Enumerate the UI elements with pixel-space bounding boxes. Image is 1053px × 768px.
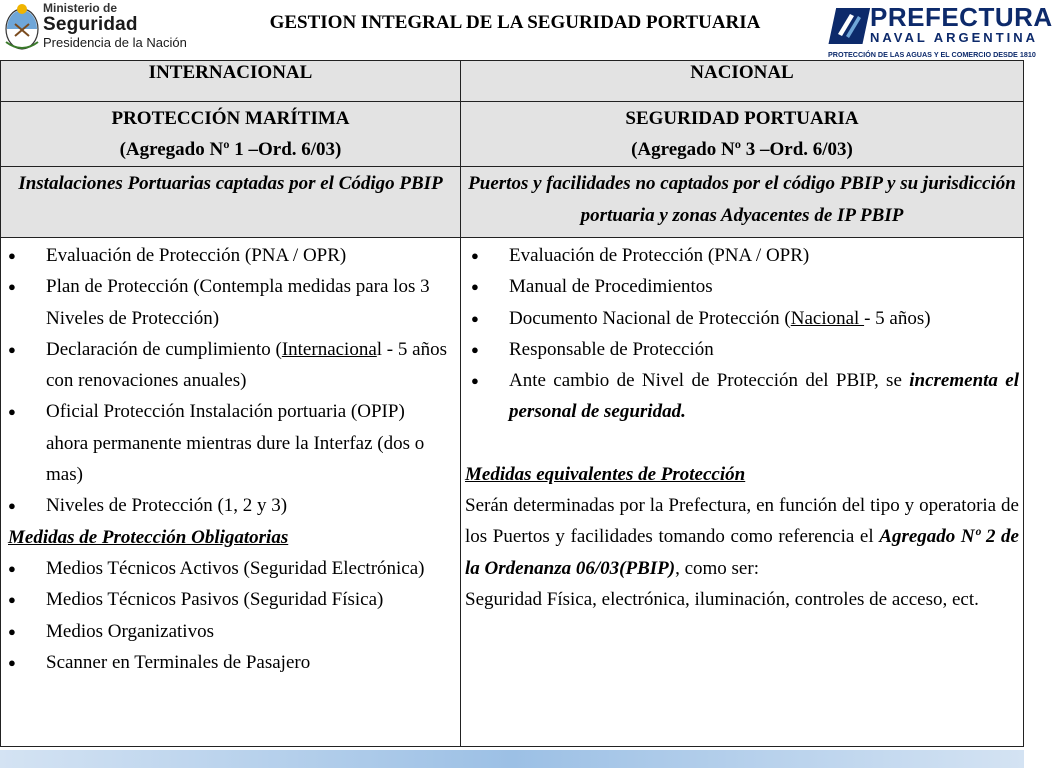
right-title-cell (461, 102, 1024, 167)
comparison-table (0, 60, 1024, 747)
ministry-line1: Ministerio de (43, 1, 118, 15)
left-title: PROTECCIÓN MARÍTIMA (111, 108, 350, 129)
list-item: ● Scanner en Terminales de Pasajero (2, 647, 448, 678)
right-paragraph-2: Seguridad Física, electrónica, iluminación, controles de acceso, ect. (465, 588, 979, 610)
right-scope: Puertos y facilidades no captados por el código PBIP y su jurisdicción portuaria y zonas Adyacentes de IP PBIP (461, 167, 1024, 238)
internacional-underlined: Internaciona (281, 338, 377, 360)
list-item: ● Evaluación de Protección (PNA / OPR) (2, 240, 448, 271)
list-item: ● Oficial Protección Instalación portuaria (OPIP) ahora permanente mientras dure la Interfaz (dos o mas) (2, 396, 448, 490)
table-scope-row (1, 167, 1024, 238)
table-header-row (1, 61, 1024, 102)
bullet-icon: ● (471, 248, 479, 263)
list-item: ● Niveles de Protección (1, 2 y 3) (2, 490, 448, 521)
column-header-nacional: NACIONAL (461, 61, 1024, 102)
slide-header (0, 0, 1053, 60)
left-title-cell (1, 102, 461, 167)
prefectura-line1: PREFECTURA (870, 2, 1053, 32)
right-list (465, 240, 1019, 428)
spacer (465, 428, 1019, 459)
list-item: ● Plan de Protección (Contempla medidas para los 3 Niveles de Protección) (2, 271, 448, 334)
left-section-title: Medidas de Protección Obligatorias (8, 526, 289, 548)
left-scope: Instalaciones Portuarias captadas por el Código PBIP (1, 167, 461, 238)
ministry-logo (0, 0, 205, 56)
right-content-cell (461, 238, 1024, 747)
right-paragraph: Serán determinadas por la Prefectura, en función del tipo y operatoria de los Puertos y facilidades tomando como referencia el Agregado Nº 2 de la Ordenanza 06/03(PBIP), como ser: (465, 495, 1019, 579)
column-header-internacional: INTERNACIONAL (1, 61, 461, 102)
list-item: ● Documento Nacional de Protección (Nacional - 5 años) (465, 303, 1019, 334)
list-item: ● Medios Organizativos (2, 616, 448, 647)
table-content-row (1, 238, 1024, 747)
prefectura-logo (826, 2, 1053, 59)
ministry-line3: Presidencia de la Nación (43, 35, 187, 50)
table-subheader-row (1, 102, 1024, 167)
left-subtitle: (Agregado Nº 1 –Ord. 6/03) (119, 139, 342, 160)
bullet-icon: ● (8, 623, 16, 639)
list-item: ● Responsable de Protección (465, 334, 1019, 365)
right-title: SEGURIDAD PORTUARIA (625, 108, 859, 129)
list-item: ● Manual de Procedimientos (465, 271, 1019, 302)
argentina-coat-of-arms-icon (2, 2, 42, 54)
list-item: ● Declaración de cumplimiento (Internacional - 5 años con renovaciones anuales) (2, 334, 448, 397)
decorative-band (0, 750, 1024, 768)
list-item: ● Evaluación de Protección (PNA / OPR) (465, 240, 1019, 271)
bullet-icon: ● (8, 279, 16, 295)
bullet-icon: ● (471, 341, 479, 357)
left-list (2, 240, 448, 522)
list-item: ● Medios Técnicos Activos (Seguridad Electrónica) (2, 553, 448, 584)
bullet-icon: ● (471, 310, 479, 326)
prefectura-emblem-icon (828, 4, 868, 46)
bullet-icon: ● (8, 404, 16, 420)
bullet-icon: ● (8, 654, 16, 670)
bullet-icon: ● (8, 560, 16, 576)
slide-title: GESTION INTEGRAL DE LA SEGURIDAD PORTUARIA (269, 12, 761, 33)
nacional-underlined: Nacional (790, 307, 865, 329)
ministry-line2: Seguridad (43, 14, 138, 35)
right-section-title: Medidas equivalentes de Protección (465, 463, 746, 485)
list-item: ● Medios Técnicos Pasivos (Seguridad Física) (2, 584, 448, 615)
left-content-cell (1, 238, 461, 747)
prefectura-line2: NAVAL ARGENTINA (870, 30, 1039, 45)
bullet-icon: ● (8, 592, 16, 608)
bullet-icon: ● (8, 248, 16, 263)
list-item: ● Ante cambio de Nivel de Protección del PBIP, se incrementa el personal de seguridad. (465, 365, 1019, 428)
prefectura-tagline: PROTECCIÓN DE LAS AGUAS Y EL COMERCIO DESDE 1810 (828, 50, 1036, 59)
right-subtitle: (Agregado Nº 3 –Ord. 6/03) (631, 139, 853, 160)
bullet-icon: ● (471, 279, 479, 295)
left-section-list (2, 553, 448, 678)
bullet-icon: ● (8, 341, 16, 357)
bullet-icon: ● (8, 498, 16, 514)
bullet-icon: ● (471, 373, 479, 389)
